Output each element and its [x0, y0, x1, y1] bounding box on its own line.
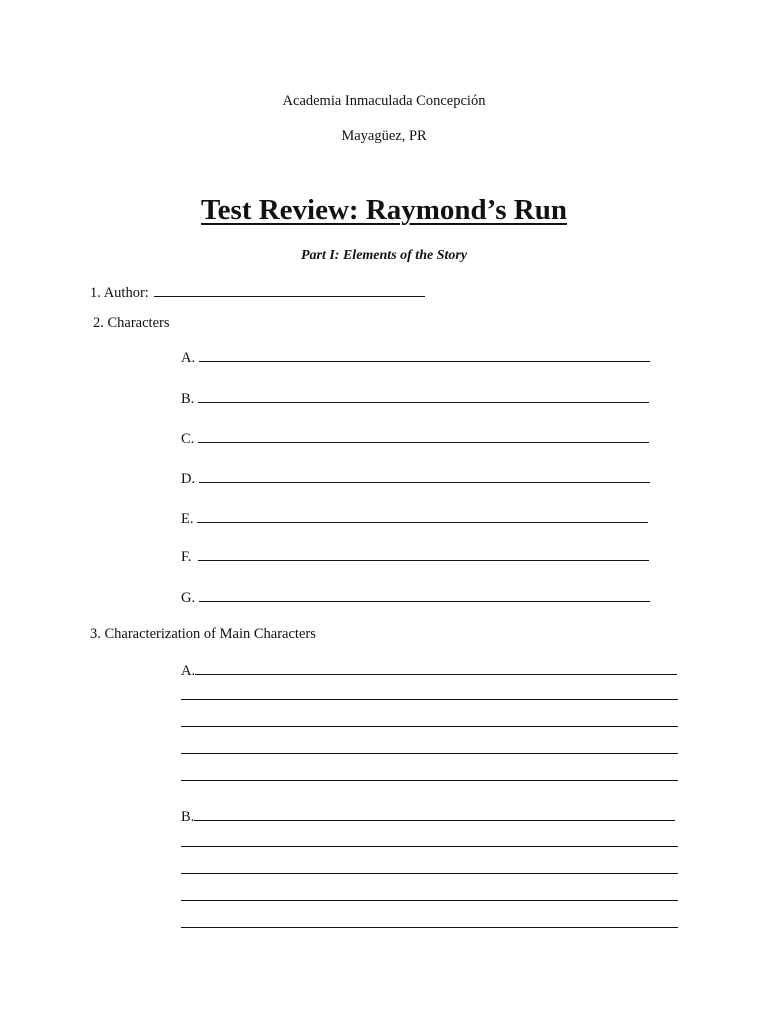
answer-line[interactable] — [181, 753, 678, 754]
answer-line[interactable] — [181, 900, 678, 901]
character-row — [181, 428, 649, 448]
character-blank[interactable] — [198, 388, 649, 403]
characterization-letter: B. — [181, 809, 195, 825]
character-blank[interactable] — [199, 468, 650, 483]
character-letter: B. — [181, 391, 195, 407]
part-heading: Part I: Elements of the Story — [300, 248, 468, 263]
author-label: 1. Author: — [90, 285, 149, 301]
character-row — [181, 546, 649, 566]
author-blank[interactable] — [154, 282, 425, 297]
character-row — [181, 468, 650, 488]
character-letter: A. — [181, 350, 196, 366]
character-letter: E. — [181, 511, 194, 527]
school-location: Mayagüez, PR — [341, 128, 427, 144]
character-letter: G. — [181, 590, 196, 606]
character-letter: D. — [181, 471, 196, 487]
character-blank[interactable] — [199, 587, 650, 602]
characters-question: 2. Characters — [93, 315, 170, 331]
answer-line[interactable] — [181, 699, 678, 700]
answer-line[interactable] — [181, 780, 678, 781]
characterization-row — [181, 806, 675, 826]
school-name: Academia Inmaculada Concepción — [282, 93, 486, 109]
answer-line[interactable] — [181, 927, 678, 928]
character-row — [181, 347, 650, 367]
answer-line[interactable] — [181, 846, 678, 847]
character-row — [181, 508, 648, 528]
character-letter: F. — [181, 549, 192, 565]
character-blank[interactable] — [198, 546, 649, 561]
author-question — [90, 282, 425, 302]
character-blank[interactable] — [197, 508, 648, 523]
character-row — [181, 388, 649, 408]
answer-line[interactable] — [181, 873, 678, 874]
characterization-question: 3. Characterization of Main Characters — [90, 626, 316, 642]
characterization-blank[interactable] — [195, 660, 677, 675]
character-blank[interactable] — [198, 428, 649, 443]
character-blank[interactable] — [199, 347, 650, 362]
answer-line[interactable] — [181, 726, 678, 727]
characterization-letter: A. — [181, 663, 196, 679]
characterization-row — [181, 660, 677, 680]
character-letter: C. — [181, 431, 195, 447]
page-title: Test Review: Raymond’s Run — [200, 194, 567, 226]
characterization-blank[interactable] — [194, 806, 675, 821]
character-row — [181, 587, 650, 607]
